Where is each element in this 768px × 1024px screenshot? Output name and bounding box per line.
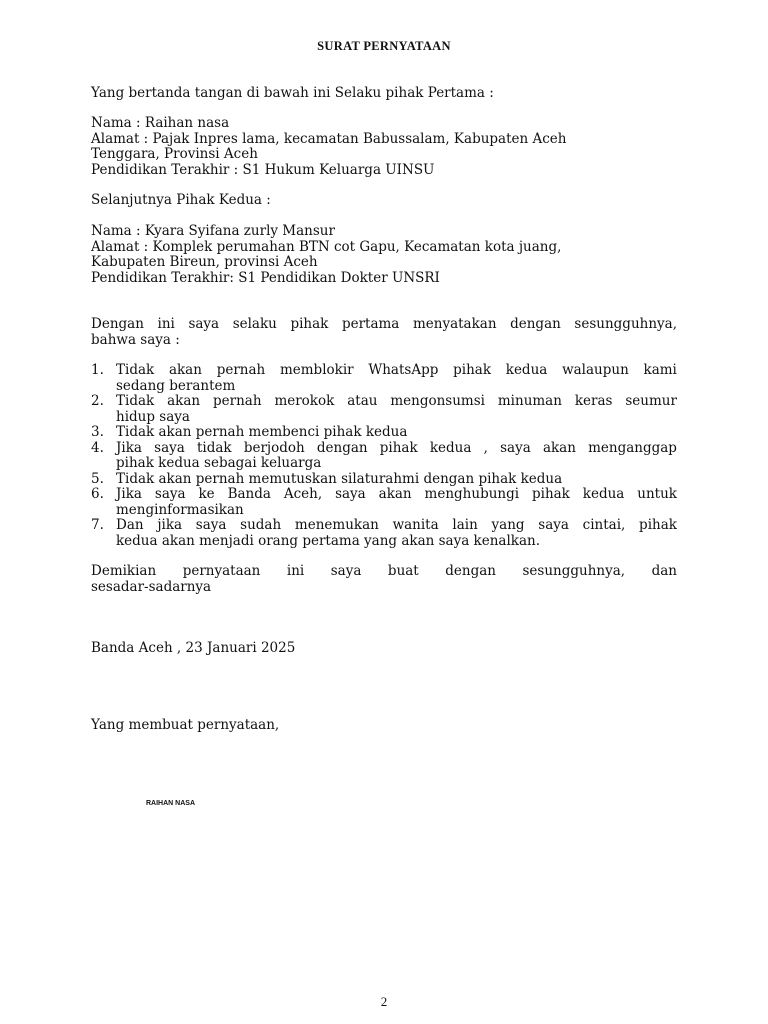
statement-word: seumur <box>625 393 677 409</box>
statement-word: cintai, <box>582 517 626 533</box>
statement-word: saya <box>500 439 531 456</box>
statement-item <box>91 472 677 488</box>
statement-word: saya <box>154 439 185 456</box>
statement-word: pihak <box>379 439 418 456</box>
declaration-word: dengan <box>510 316 561 332</box>
statement-item-line-2: sedang berantem <box>116 377 236 394</box>
first-party-education: Pendidikan Terakhir : S1 Hukum Keluarga UINSU <box>91 162 435 178</box>
statement-word: untuk <box>637 486 677 502</box>
statement-item-number: 7. <box>91 517 104 533</box>
closing-word: saya <box>330 563 362 579</box>
statement-word: menganggap <box>588 439 677 456</box>
statement-word: saya <box>335 486 366 502</box>
declaration-line-2: bahwa saya : <box>91 331 180 348</box>
second-party-name: Nama : Kyara Syifana zurly Mansur <box>91 223 335 239</box>
declaration-word: sesungguhnya, <box>574 316 677 332</box>
statement-word: pihak <box>531 486 570 502</box>
statement-item-line-2: kedua akan menjadi orang pertama yang akan saya kenalkan. <box>116 532 540 549</box>
statement-item <box>91 425 677 441</box>
declaration-paragraph <box>91 317 677 348</box>
statement-word: pernah <box>216 362 266 378</box>
statement-item-number: 3. <box>91 424 104 440</box>
statement-item-number: 5. <box>91 470 104 487</box>
closing-word: dengan <box>445 563 496 579</box>
closing-word: buat <box>387 563 419 579</box>
statement-word: saya <box>154 486 186 502</box>
declaration-word: selaku <box>232 316 277 332</box>
statement-item-line-1 <box>116 518 677 534</box>
statement-word: akan <box>378 486 412 502</box>
statement-item-line-1: Tidak akan pernah memutuskan silaturahmi dengan pihak kedua <box>116 470 563 487</box>
statement-word: yang <box>491 517 525 533</box>
statement-word: jika <box>157 517 183 533</box>
statement-item-text <box>116 472 677 488</box>
statement-word: ke <box>198 486 215 502</box>
statement-word: , <box>483 439 488 456</box>
second-party-education: Pendidikan Terakhir: S1 Pendidikan Dokter UNSRI <box>91 270 440 286</box>
statement-word: kami <box>643 362 677 378</box>
statement-word: akan <box>168 362 202 378</box>
statement-list <box>91 363 677 549</box>
statement-word: Tidak <box>116 362 155 378</box>
statement-item-line-1 <box>116 487 677 503</box>
declaration-word: saya <box>188 316 220 332</box>
place-date: Banda Aceh , 23 Januari 2025 <box>91 640 296 656</box>
statement-word: WhatsApp <box>368 362 439 378</box>
statement-word: saya <box>195 517 227 533</box>
signatory-label: Yang membuat pernyataan, <box>91 717 280 733</box>
statement-item-number: 6. <box>91 486 104 502</box>
statement-word: Dan <box>116 517 144 533</box>
statement-word: Jika <box>116 439 142 456</box>
closing-word: pernyataan <box>182 563 261 579</box>
statement-item-text <box>116 425 677 441</box>
statement-item-line-2: menginformasikan <box>116 501 244 518</box>
document-title: SURAT PERNYATAAN <box>317 39 451 53</box>
statement-item-line-1 <box>116 394 677 410</box>
statement-word: pihak <box>639 517 677 533</box>
closing-line-2: sesadar-sadarnya <box>91 578 212 595</box>
statement-word: dengan <box>316 439 368 456</box>
closing-line-1 <box>91 564 677 580</box>
declaration-word: Dengan <box>91 316 144 332</box>
statement-word: walaupun <box>562 362 629 378</box>
statement-word: keras <box>574 393 613 409</box>
second-party-address-line2: Kabupaten Bireun, provinsi Aceh <box>91 254 318 270</box>
closing-word: sesungguhnya, <box>522 563 626 579</box>
statement-item-line-2: hidup saya <box>116 408 190 425</box>
signatory-name: RAIHAN NASA <box>146 800 195 807</box>
statement-word: Tidak <box>116 393 155 409</box>
statement-word: kedua <box>582 486 625 502</box>
statement-word: kedua <box>505 362 548 378</box>
closing-word: dan <box>651 563 677 579</box>
statement-word: minuman <box>497 393 562 409</box>
statement-word: lain <box>452 517 478 533</box>
statement-word: pernah <box>213 393 262 409</box>
statement-item-line-2: pihak kedua sebagai keluarga <box>116 455 322 471</box>
declaration-line-1 <box>91 317 677 333</box>
statement-item <box>91 394 677 425</box>
statement-word: menghubungi <box>424 486 520 502</box>
statement-word: akan <box>167 393 201 409</box>
second-party-address-line1: Alamat : Komplek perumahan BTN cot Gapu, Kecamatan kota juang, <box>91 239 562 255</box>
statement-item-line-1 <box>116 441 677 457</box>
statement-word: mengonsumsi <box>390 393 485 409</box>
statement-item-line-1 <box>116 363 677 379</box>
closing-word: ini <box>286 563 305 579</box>
statement-word: wanita <box>392 517 439 533</box>
statement-item <box>91 487 677 518</box>
statement-item-number: 1. <box>91 362 104 378</box>
statement-item <box>91 441 677 472</box>
statement-item-text <box>116 394 677 425</box>
statement-item-text <box>116 441 677 472</box>
statement-item-text <box>116 487 677 518</box>
first-party-address-line2: Tenggara, Provinsi Aceh <box>91 146 258 162</box>
statement-word: berjodoh <box>243 439 305 456</box>
statement-word: menemukan <box>294 517 379 533</box>
statement-item-number: 2. <box>91 393 104 409</box>
statement-word: memblokir <box>279 362 354 378</box>
declaration-word: ini <box>157 316 175 332</box>
first-party-name: Nama : Raihan nasa <box>91 115 230 131</box>
declaration-word: menyatakan <box>412 316 497 332</box>
statement-word: merokok <box>274 393 335 409</box>
first-party-address-line1: Alamat : Pajak Inpres lama, kecamatan Babussalam, Kabupaten Aceh <box>91 131 567 147</box>
statement-word: saya <box>538 517 569 533</box>
statement-word: kedua <box>429 439 472 456</box>
statement-item-text <box>116 518 677 549</box>
closing-paragraph <box>91 564 677 595</box>
statement-word: tidak <box>197 439 232 456</box>
statement-word: Aceh, <box>283 486 323 502</box>
declaration-word: pertama <box>341 316 400 332</box>
statement-word: atau <box>347 393 378 409</box>
statement-word: sudah <box>240 517 282 533</box>
statement-item-number: 4. <box>91 439 104 456</box>
closing-word: Demikian <box>91 563 157 579</box>
intro-text: Yang bertanda tangan di bawah ini Selaku pihak Pertama : <box>91 85 494 101</box>
statement-item <box>91 363 677 394</box>
statement-item-line-1: Tidak akan pernah membenci pihak kedua <box>116 424 408 440</box>
statement-word: Banda <box>227 486 271 502</box>
statement-word: pihak <box>453 362 492 378</box>
statement-word: Jika <box>116 486 142 502</box>
statement-word: akan <box>542 439 576 456</box>
declaration-word: pihak <box>290 316 329 332</box>
statement-item <box>91 518 677 549</box>
second-party-intro: Selanjutnya Pihak Kedua : <box>91 192 271 208</box>
statement-item-text <box>116 363 677 394</box>
page-number: 2 <box>380 994 388 1009</box>
